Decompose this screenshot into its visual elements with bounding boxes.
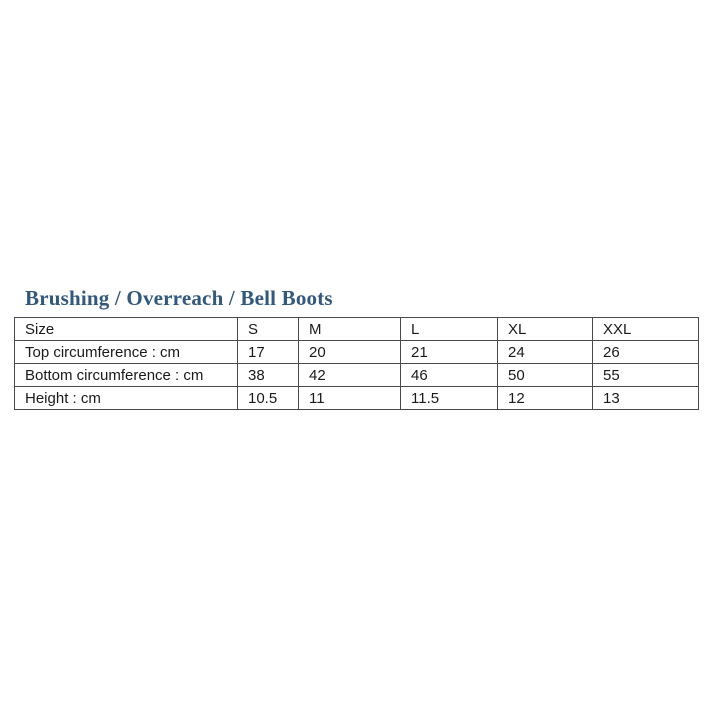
row-label: Top circumference : cm	[15, 341, 238, 364]
header-cell-s: S	[238, 318, 299, 341]
table-cell: 46	[401, 364, 498, 387]
table-header-row	[15, 318, 699, 341]
row-label: Height : cm	[15, 387, 238, 410]
table-cell: 21	[401, 341, 498, 364]
table-row-height	[15, 387, 699, 410]
table-cell: 20	[299, 341, 401, 364]
table-cell: 10.5	[238, 387, 299, 410]
table-cell: 12	[498, 387, 593, 410]
table-cell: 26	[593, 341, 699, 364]
table-row-bottom-circumference	[15, 364, 699, 387]
table-cell: 11.5	[401, 387, 498, 410]
table-row-top-circumference	[15, 341, 699, 364]
header-cell-xl: XL	[498, 318, 593, 341]
table-cell: 42	[299, 364, 401, 387]
header-cell-size: Size	[15, 318, 238, 341]
table-cell: 11	[299, 387, 401, 410]
header-cell-l: L	[401, 318, 498, 341]
row-label: Bottom circumference : cm	[15, 364, 238, 387]
table-cell: 13	[593, 387, 699, 410]
table-cell: 17	[238, 341, 299, 364]
table-cell: 24	[498, 341, 593, 364]
table-cell: 38	[238, 364, 299, 387]
size-chart-table	[14, 317, 699, 410]
table-cell: 50	[498, 364, 593, 387]
header-cell-m: M	[299, 318, 401, 341]
header-cell-xxl: XXL	[593, 318, 699, 341]
table-cell: 55	[593, 364, 699, 387]
page-title: Brushing / Overreach / Bell Boots	[25, 286, 333, 310]
